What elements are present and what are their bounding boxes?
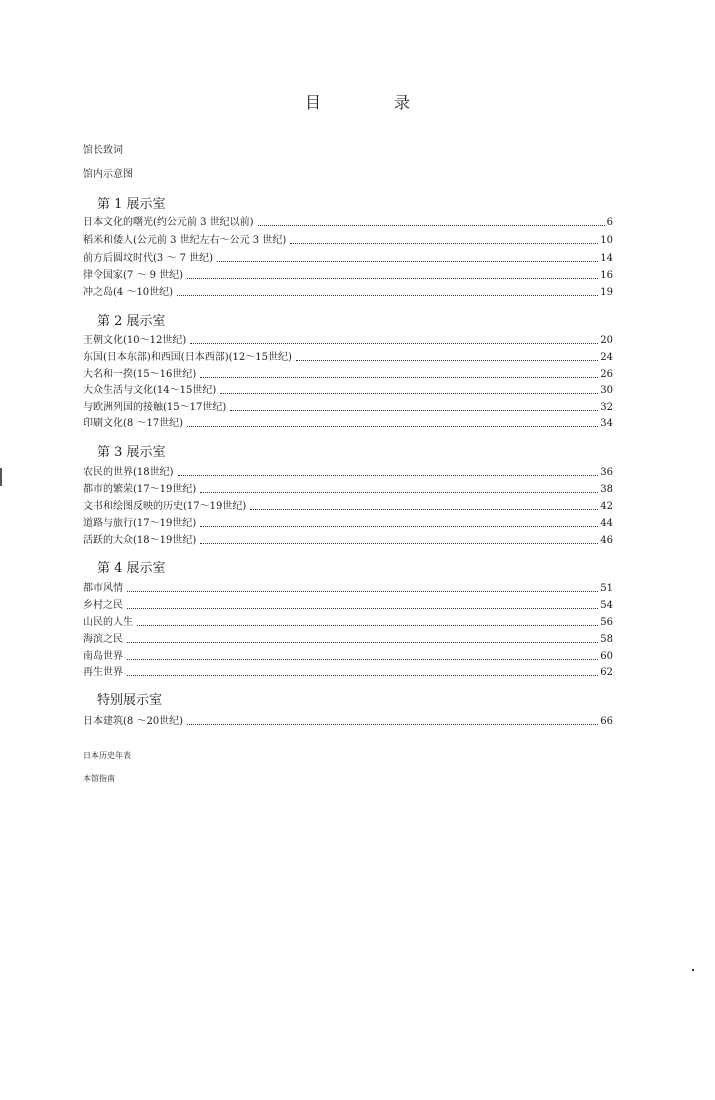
toc-entry-page: 60 [600, 651, 613, 662]
dot-leader [127, 674, 598, 676]
toc-entry-title: 再生世界 [83, 667, 123, 678]
toc-entry-title: 印刷文化(8 ～17世纪) [83, 418, 184, 429]
section-heading: 特别展示室 [97, 693, 163, 708]
toc-entry [83, 250, 613, 266]
toc-entry [83, 597, 613, 613]
toc-entry [83, 532, 613, 548]
toc-entry [83, 464, 613, 480]
section-heading: 第 1 展示室 [97, 197, 166, 212]
dot-leader [190, 342, 598, 344]
toc-entry-page: 46 [600, 535, 613, 546]
toc-entry [83, 481, 613, 497]
toc-entry-page: 34 [600, 418, 613, 429]
toc-entry [83, 267, 613, 283]
dot-leader [200, 525, 598, 527]
section-heading: 第 2 展示室 [97, 314, 166, 329]
front-matter-item: 馆长致词 [83, 145, 123, 156]
dot-leader [258, 224, 605, 226]
dot-leader [127, 590, 598, 592]
dot-leader [187, 723, 598, 725]
toc-entry-title: 东国(日本东部)和西国(日本西部)(12～15世纪) [83, 352, 292, 363]
toc-entry-title: 大众生活与文化(14～15世纪) [83, 385, 217, 396]
toc-entry [83, 713, 613, 729]
toc-entry-page: 30 [600, 385, 613, 396]
toc-entry-title: 农民的世界(18世纪) [83, 467, 174, 478]
dot-leader [187, 425, 598, 427]
toc-entry [83, 515, 613, 531]
toc-entry-page: 32 [600, 402, 613, 413]
dot-leader [250, 508, 598, 510]
toc-entry-page: 58 [600, 634, 613, 645]
toc-entry [83, 648, 613, 664]
scan-edge-mark [0, 468, 2, 486]
front-matter-item: 馆内示意图 [83, 169, 133, 180]
toc-entry-page: 54 [600, 600, 613, 611]
dot-leader [137, 624, 598, 626]
dot-leader [296, 359, 598, 361]
toc-entry [83, 399, 613, 415]
dot-leader [217, 260, 598, 262]
dot-leader [127, 641, 598, 643]
dot-leader [200, 542, 598, 544]
toc-entry-title: 大名和一揆(15～16世纪) [83, 369, 197, 380]
toc-entry-title: 日本文化的曙光(约公元前 3 世纪以前) [83, 217, 254, 228]
toc-entry-page: 38 [600, 484, 613, 495]
toc-entry-title: 活跃的大众(18～19世纪) [83, 535, 197, 546]
toc-entry-title: 文书和绘图反映的历史(17～19世纪) [83, 501, 247, 512]
toc-entry-page: 10 [600, 235, 613, 246]
dot-leader [178, 474, 599, 476]
toc-entry [83, 349, 613, 365]
toc-entry-page: 62 [600, 667, 613, 678]
back-matter-item: 本馆指南 [83, 774, 115, 783]
toc-entry-page: 19 [600, 287, 613, 298]
toc-entry-page: 14 [600, 253, 613, 264]
toc-entry [83, 580, 613, 596]
toc-entry-title: 道路与旅行(17～19世纪) [83, 518, 197, 529]
dot-leader [177, 294, 598, 296]
toc-entry-title: 前方后圆坟时代(3 ～ 7 世纪) [83, 253, 214, 264]
toc-entry [83, 214, 613, 230]
toc-entry-page: 42 [600, 501, 613, 512]
toc-entry-page: 6 [606, 217, 613, 228]
page-title: 目 录 [304, 93, 445, 112]
toc-entry-page: 20 [600, 335, 613, 346]
dot-leader [290, 242, 598, 244]
toc-entry [83, 631, 613, 647]
dot-leader [220, 392, 598, 394]
toc-entry-title: 日本建筑(8 ～20世纪) [83, 716, 184, 727]
back-matter-item: 日本历史年表 [83, 751, 131, 760]
toc-entry-title: 山民的人生 [83, 617, 133, 628]
toc-entry-page: 51 [600, 583, 613, 594]
section-heading: 第 4 展示室 [97, 561, 166, 576]
toc-entry [83, 498, 613, 514]
toc-entry-title: 海滨之民 [83, 634, 123, 645]
toc-entry-page: 26 [600, 369, 613, 380]
toc-entry-title: 律令国家(7 ～ 9 世纪) [83, 270, 184, 281]
toc-entry [83, 284, 613, 300]
toc-entry-page: 56 [600, 617, 613, 628]
dot-leader [187, 277, 598, 279]
toc-entry [83, 332, 613, 348]
toc-entry [83, 366, 613, 382]
toc-entry [83, 614, 613, 630]
toc-entry-title: 与欧洲列国的接触(15～17世纪) [83, 402, 227, 413]
dot-leader [200, 491, 598, 493]
toc-entry-title: 冲之岛(4 ～10世纪) [83, 287, 174, 298]
toc-entry-title: 乡村之民 [83, 600, 123, 611]
toc-entry [83, 382, 613, 398]
toc-entry-title: 王朝文化(10～12世纪) [83, 335, 187, 346]
toc-entry-title: 南岛世界 [83, 651, 123, 662]
dot-leader [127, 658, 598, 660]
dot-leader [127, 607, 598, 609]
section-heading: 第 3 展示室 [97, 445, 166, 460]
dot-leader [200, 376, 598, 378]
toc-entry-page: 66 [600, 716, 613, 727]
toc-entry-title: 都市风情 [83, 583, 123, 594]
toc-entry [83, 415, 613, 431]
toc-entry-page: 16 [600, 270, 613, 281]
toc-entry-title: 都市的繁荣(17～19世纪) [83, 484, 197, 495]
dot-leader [230, 409, 598, 411]
toc-entry-page: 44 [600, 518, 613, 529]
scan-speck [692, 969, 694, 971]
toc-entry-page: 36 [600, 467, 613, 478]
toc-entry [83, 664, 613, 680]
toc-entry-page: 24 [600, 352, 613, 363]
toc-entry [83, 232, 613, 248]
toc-entry-title: 稻米和倭人(公元前 3 世纪左右～公元 3 世纪) [83, 235, 287, 246]
